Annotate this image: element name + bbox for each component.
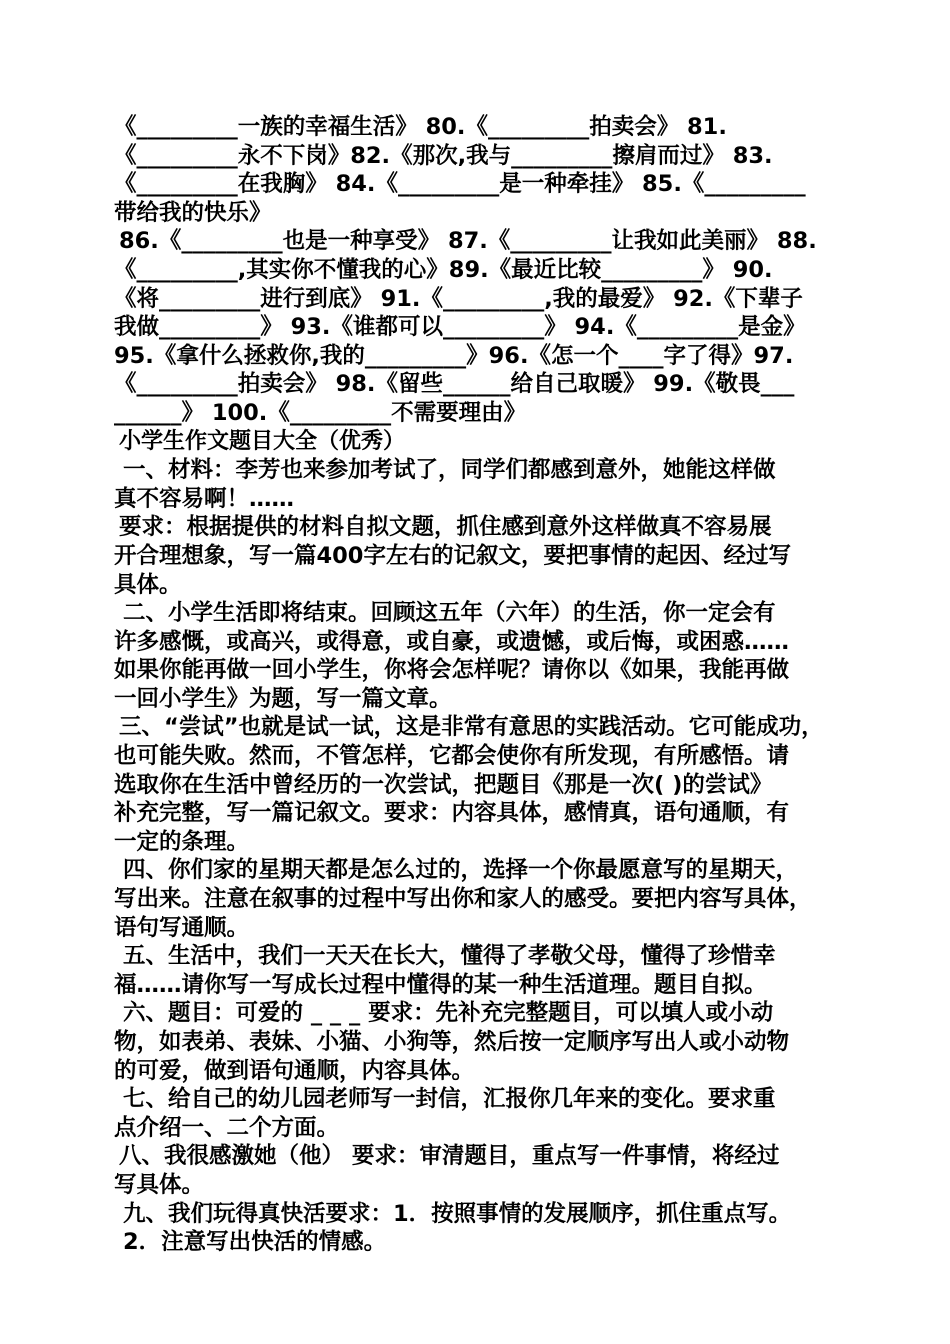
paragraph-line: 要求：根据提供的材料自拟文题，抓住感到意外这样做真不容易展 — [119, 514, 772, 541]
document-body — [114, 113, 844, 1257]
paragraph-line: 开合理想象，写一篇400字左右的记叙文，要把事情的起因、经过写 — [114, 542, 791, 569]
paragraph-line: 四、你们家的星期天都是怎么过的，选择一个你最愿意写的星期天， — [123, 857, 799, 884]
paragraph-line: 写具体。 — [114, 1171, 205, 1198]
paragraph-line: 2．注意写出快活的情感。 — [123, 1229, 387, 1256]
paragraph-line: 写出来。注意在叙事的过程中写出你和家人的感受。要把内容写具体， — [114, 886, 812, 913]
paragraph-line: 许多感慨，或高兴，或得意，或自豪，或遗憾，或后悔，或困惑…… — [114, 628, 790, 655]
paragraph-line: 五、生活中，我们一天天在长大，懂得了孝敬父母，懂得了珍惜幸 — [123, 943, 776, 970]
paragraph-line: 如果你能再做一回小学生，你将会怎样呢？请你以《如果，我能再做 — [114, 657, 790, 684]
section-title: 小学生作文题目大全（优秀） — [119, 428, 406, 454]
paragraph-line: 八、我很感激她（他） 要求：审清题目，重点写一件事情，将经过 — [119, 1143, 780, 1170]
paragraph-line: 一定的条理。 — [114, 828, 250, 855]
paragraph-line: 选取你在生活中曾经历的一次尝试，把题目《那是一次( )的尝试》 — [114, 771, 773, 798]
paragraph-line: 物，如表弟、表妹、小猫、小狗等，然后按一定顺序写出人或小动物 — [114, 1029, 790, 1055]
paragraph-line: 福……请你写一写成长过程中懂得的某一种生活道理。题目自拟。 — [114, 971, 767, 998]
paragraph-line: 的可爱，做到语句通顺，内容具体。 — [114, 1057, 475, 1084]
text-line: 《_________,其实你不懂我的心》89.《最近比较_________》 90. — [114, 256, 773, 283]
paragraph-line: 一回小学生》为题，写一篇文章。 — [114, 685, 452, 712]
text-line: 带给我的快乐》 — [114, 199, 272, 226]
paragraph-line: 七、给自己的幼儿园老师写一封信，汇报你几年来的变化。要求重 — [123, 1086, 776, 1113]
paragraph-line: 具体。 — [114, 571, 182, 598]
paragraph-line: 真不容易啊！…… — [114, 485, 295, 512]
text-line: 95.《拿什么拯救你,我的_________》96.《怎一个____字了得》97. — [114, 342, 794, 369]
paragraph-line: 九、我们玩得真快活要求：1．按照事情的发展顺序，抓住重点写。 — [123, 1200, 792, 1227]
paragraph-line: 点介绍一、二个方面。 — [114, 1114, 340, 1141]
text-line: 《_________永不下岗》82.《那次,我与_________擦肩而过》 83. — [114, 142, 773, 169]
text-line: ______》 100.《_________不需要理由》 — [114, 399, 527, 426]
paragraph-line: 补充完整，写一篇记叙文。要求：内容具体，感情真，语句通顺，有 — [114, 800, 790, 827]
paragraph-line: 语句写通顺。 — [114, 914, 250, 941]
paragraph-line: 一、材料：李芳也来参加考试了，同学们都感到意外，她能这样做 — [123, 457, 776, 484]
text-line: 《将_________进行到底》 91.《_________,我的最爱》 92.《下辈子 — [114, 285, 803, 312]
text-line: 《_________拍卖会》 98.《留些______给自己取暖》 99.《敬畏___ — [114, 371, 795, 398]
paragraph-line: 六、题目：可爱的 _ _ _ 要求：先补充完整题目，可以填人或小动 — [123, 1000, 774, 1027]
text-line: 我做_________》 93.《谁都可以_________》 94.《_________是金》 — [114, 314, 806, 341]
text-line: 86.《_________也是一种享受》 87.《_________让我如此美丽》 88. — [119, 228, 817, 255]
paragraph-line: 也可能失败。然而，不管怎样，它都会使你有所发现，有所感悟。请 — [114, 743, 790, 770]
paragraph-line: 三、“尝试”也就是试一试，这是非常有意思的实践活动。它可能成功， — [119, 714, 824, 741]
text-line: 《_________一族的幸福生活》 80.《_________拍卖会》 81. — [114, 114, 727, 140]
text-line: 《_________在我胸》 84.《_________是一种牵挂》 85.《_________ — [114, 171, 806, 198]
paragraph-line: 二、小学生活即将结束。回顾这五年（六年）的生活，你一定会有 — [123, 600, 776, 627]
